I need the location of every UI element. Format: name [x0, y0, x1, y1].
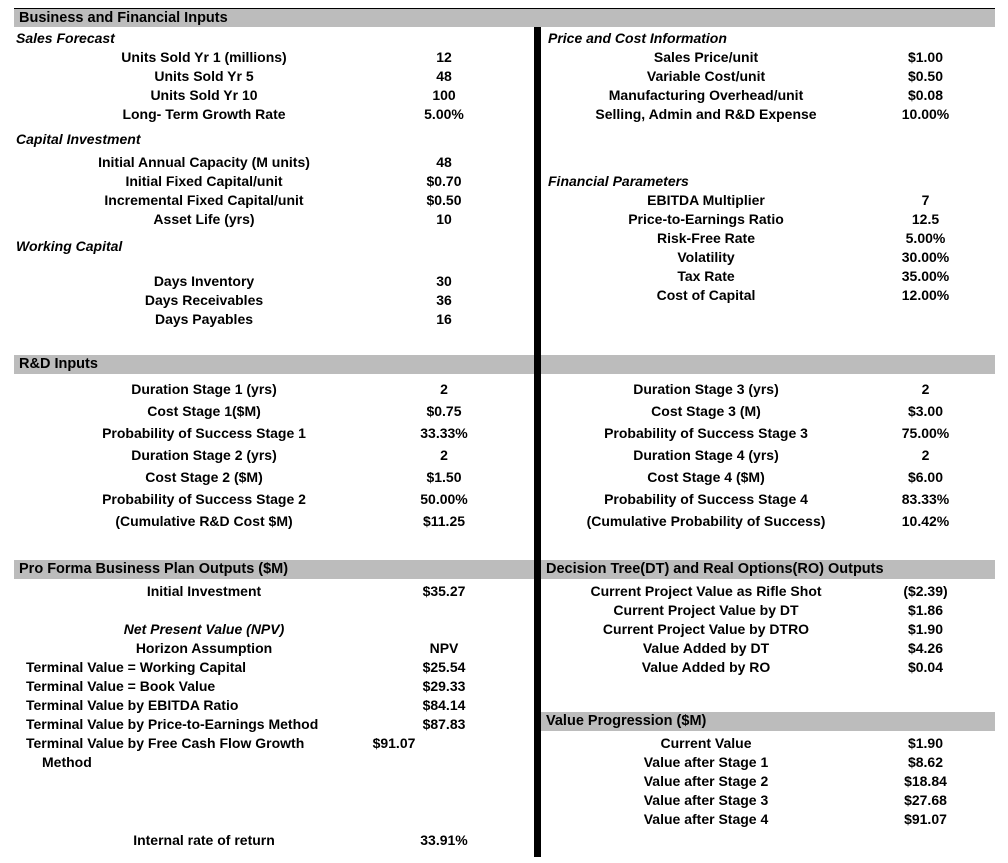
row-label: Initial Fixed Capital/unit [125, 173, 283, 189]
table-row [14, 658, 534, 677]
row-label: Risk-Free Rate [656, 230, 756, 246]
row-label: Current Project Value as Rifle Shot [590, 583, 822, 599]
row-value: 12.5 [911, 211, 940, 227]
row-label: Cost Stage 4 ($M) [647, 469, 765, 485]
spacer [14, 772, 534, 831]
row-label: Cost Stage 1($M) [147, 403, 261, 419]
row-value: 35.00% [901, 268, 950, 284]
table-row [14, 715, 534, 734]
row-label: Terminal Value = Working Capital [26, 659, 247, 675]
table-row [546, 639, 995, 658]
table-row [546, 378, 995, 400]
table-row [14, 488, 534, 510]
table-row [546, 229, 995, 248]
spacer [546, 124, 995, 172]
table-row [546, 86, 995, 105]
proforma-outputs-column [14, 582, 534, 850]
row-label: Duration Stage 1 (yrs) [131, 381, 277, 397]
subsection-heading-capital-investment: Capital Investment [16, 131, 141, 147]
row-value: 30 [436, 273, 452, 289]
irr-row [14, 831, 534, 850]
table-row [546, 48, 995, 67]
row-label: Units Sold Yr 10 [150, 87, 258, 103]
row-label: Manufacturing Overhead/unit [608, 87, 804, 103]
table-row [546, 601, 995, 620]
row-value: ($2.39) [903, 583, 948, 599]
dt-rows [546, 582, 995, 677]
row-label: Terminal Value by Price-to-Earnings Method [26, 716, 319, 732]
business-inputs-right-column [546, 29, 995, 305]
row-label: Days Payables [154, 311, 254, 327]
table-row [546, 400, 995, 422]
table-row [14, 86, 534, 105]
row-value: $1.00 [907, 49, 944, 65]
row-value: 83.33% [901, 491, 950, 507]
spacer [14, 601, 534, 620]
row-value: $29.33 [422, 678, 466, 694]
table-row [546, 67, 995, 86]
row-value: $11.25 [422, 513, 466, 529]
table-row [14, 677, 534, 696]
row-label: Units Sold Yr 5 [154, 68, 254, 84]
row-value: 30.00% [901, 249, 950, 265]
table-row [14, 172, 534, 191]
table-row [546, 810, 995, 829]
row-value: 33.33% [420, 425, 468, 441]
row-label: Cost of Capital [656, 287, 756, 303]
business-inputs-left-column [14, 29, 534, 329]
table-row [546, 582, 995, 601]
row-value: 36 [436, 292, 452, 308]
subsection-heading-working-capital: Working Capital [16, 238, 123, 254]
row-value: $0.08 [907, 87, 944, 103]
row-label: Value after Stage 1 [643, 754, 769, 770]
row-value: $0.50 [426, 192, 462, 208]
row-value: $8.62 [907, 754, 944, 770]
initial-investment-row [14, 582, 534, 601]
row-label: Units Sold Yr 1 (millions) [121, 49, 287, 65]
row-value: $6.00 [907, 469, 944, 485]
row-label: Internal rate of return [133, 832, 275, 848]
row-value: 16 [436, 311, 452, 327]
row-label: Probability of Success Stage 3 [604, 425, 808, 441]
row-label: Probability of Success Stage 2 [102, 491, 306, 507]
table-row [14, 696, 534, 715]
row-value: $18.84 [904, 773, 947, 789]
row-value: $4.26 [907, 640, 944, 656]
row-label: Volatility [677, 249, 735, 265]
row-value: 10 [436, 211, 452, 227]
row-value: 2 [921, 381, 930, 397]
row-value: $0.75 [426, 403, 462, 419]
column-header-npv: NPV [429, 640, 459, 656]
rd-inputs-left-column [14, 378, 534, 532]
table-row [14, 291, 534, 310]
subsection-heading-financial-parameters: Financial Parameters [548, 173, 689, 189]
row-value: $0.50 [907, 68, 944, 84]
row-value: 12 [436, 49, 452, 65]
sales-forecast-rows [14, 48, 534, 124]
row-label: Cost Stage 3 (M) [651, 403, 761, 419]
table-row [14, 210, 534, 229]
table-row [546, 210, 995, 229]
row-label: EBITDA Multiplier [647, 192, 765, 208]
row-label: Days Inventory [153, 273, 255, 289]
table-row [546, 734, 995, 753]
table-row [546, 248, 995, 267]
row-value: $27.68 [904, 792, 947, 808]
working-capital-rows [14, 272, 534, 329]
rd-inputs-right-column [546, 378, 995, 532]
row-value: 12.00% [901, 287, 950, 303]
row-label: Terminal Value = Book Value [26, 678, 216, 694]
table-row [14, 48, 534, 67]
table-row [14, 510, 534, 532]
row-label: Variable Cost/unit [646, 68, 766, 84]
column-header-horizon-assumption: Horizon Assumption [135, 640, 273, 656]
row-label: Initial Investment [146, 583, 262, 599]
row-value: $3.00 [907, 403, 944, 419]
row-label: Current Value [660, 735, 752, 751]
table-row [14, 422, 534, 444]
row-value: $1.90 [907, 735, 944, 751]
section-header-decision-tree-outputs: Decision Tree(DT) and Real Options(RO) Outputs [541, 560, 995, 579]
table-row [14, 272, 534, 291]
subsection-heading-npv: Net Present Value (NPV) [123, 621, 285, 637]
row-value: $0.70 [426, 173, 462, 189]
row-label: Cost Stage 2 ($M) [145, 469, 263, 485]
row-value: 5.00% [905, 230, 946, 246]
row-label: Long- Term Growth Rate [122, 106, 286, 122]
table-row [14, 105, 534, 124]
row-label: Tax Rate [677, 268, 735, 284]
rd-right-rows [546, 378, 995, 532]
table-row [546, 286, 995, 305]
row-label: (Cumulative Probability of Success) [586, 513, 826, 529]
row-value: $35.27 [422, 583, 466, 599]
row-value: $25.54 [422, 659, 466, 675]
table-row [14, 466, 534, 488]
row-label: Terminal Value by EBITDA Ratio [26, 697, 239, 713]
spacer [14, 256, 534, 272]
row-value: 2 [921, 447, 930, 463]
row-value: 100 [432, 87, 456, 103]
table-row [14, 444, 534, 466]
rd-left-rows [14, 378, 534, 532]
npv-column-header-row [14, 639, 534, 658]
table-row [14, 153, 534, 172]
row-label: Value after Stage 2 [643, 773, 769, 789]
subsection-heading-price-and-cost: Price and Cost Information [548, 30, 727, 46]
financial-parameters-rows [546, 191, 995, 305]
row-value: $1.90 [907, 621, 944, 637]
row-value: 2 [440, 381, 448, 397]
row-label: Asset Life (yrs) [153, 211, 255, 227]
row-label: Probability of Success Stage 1 [102, 425, 306, 441]
section-header-rd-inputs: R&D Inputs [14, 355, 995, 374]
table-row [546, 753, 995, 772]
value-progression-column [546, 734, 995, 829]
table-row [546, 267, 995, 286]
row-value: 10.00% [901, 106, 950, 122]
table-row [546, 791, 995, 810]
table-row [546, 658, 995, 677]
row-label: Initial Annual Capacity (M units) [98, 154, 310, 170]
table-row [14, 310, 534, 329]
row-value: 2 [440, 447, 448, 463]
row-value: $84.14 [422, 697, 466, 713]
row-value: 48 [436, 68, 452, 84]
table-row [546, 105, 995, 124]
table-row [14, 400, 534, 422]
table-row [546, 444, 995, 466]
row-label: Days Receivables [144, 292, 264, 308]
row-label: Sales Price/unit [653, 49, 759, 65]
row-label: Duration Stage 2 (yrs) [131, 447, 277, 463]
section-header-value-progression: Value Progression ($M) [541, 712, 995, 731]
row-value: 50.00% [420, 491, 468, 507]
row-label: Probability of Success Stage 4 [604, 491, 808, 507]
table-row [546, 620, 995, 639]
row-label: (Cumulative R&D Cost $M) [115, 513, 293, 529]
vertical-divider [534, 27, 541, 857]
row-value: $1.86 [907, 602, 944, 618]
row-value: $91.07 [372, 735, 416, 751]
row-label: Value Added by RO [641, 659, 771, 675]
decision-tree-outputs-column [546, 582, 995, 677]
row-label: Incremental Fixed Capital/unit [104, 192, 304, 208]
row-label: Price-to-Earnings Ratio [628, 211, 784, 227]
table-row [14, 378, 534, 400]
row-label: Selling, Admin and R&D Expense [595, 106, 817, 122]
table-row [546, 510, 995, 532]
subsection-heading-sales-forecast: Sales Forecast [16, 30, 115, 46]
table-row [546, 466, 995, 488]
table-row [546, 772, 995, 791]
row-label: Value after Stage 4 [643, 811, 769, 827]
row-value: 5.00% [424, 106, 464, 122]
spacer [14, 229, 534, 237]
row-label: Current Project Value by DT [613, 602, 799, 618]
section-header-proforma-outputs: Pro Forma Business Plan Outputs ($M) [14, 560, 534, 579]
row-label: Value after Stage 3 [643, 792, 769, 808]
row-value: 10.42% [901, 513, 950, 529]
capital-investment-rows [14, 153, 534, 229]
row-value: $0.04 [907, 659, 944, 675]
table-row [14, 67, 534, 86]
section-header-business-inputs: Business and Financial Inputs [14, 8, 995, 27]
price-cost-rows [546, 48, 995, 124]
row-value: 48 [436, 154, 452, 170]
row-label: Current Project Value by DTRO [602, 621, 810, 637]
row-label: Value Added by DT [642, 640, 770, 656]
row-value: $87.83 [422, 716, 466, 732]
row-label: Duration Stage 3 (yrs) [633, 381, 779, 397]
table-row [546, 422, 995, 444]
row-label: Terminal Value by Free Cash Flow Growth Method [26, 735, 305, 770]
row-value: 75.00% [901, 425, 950, 441]
row-label: Duration Stage 4 (yrs) [633, 447, 779, 463]
row-value: $1.50 [426, 469, 462, 485]
value-progression-rows [546, 734, 995, 829]
table-row [14, 191, 534, 210]
row-value: 33.91% [420, 832, 468, 848]
row-value: $91.07 [904, 811, 947, 827]
table-row [546, 488, 995, 510]
table-row [546, 191, 995, 210]
row-value: 7 [921, 192, 930, 208]
table-row [14, 734, 534, 772]
